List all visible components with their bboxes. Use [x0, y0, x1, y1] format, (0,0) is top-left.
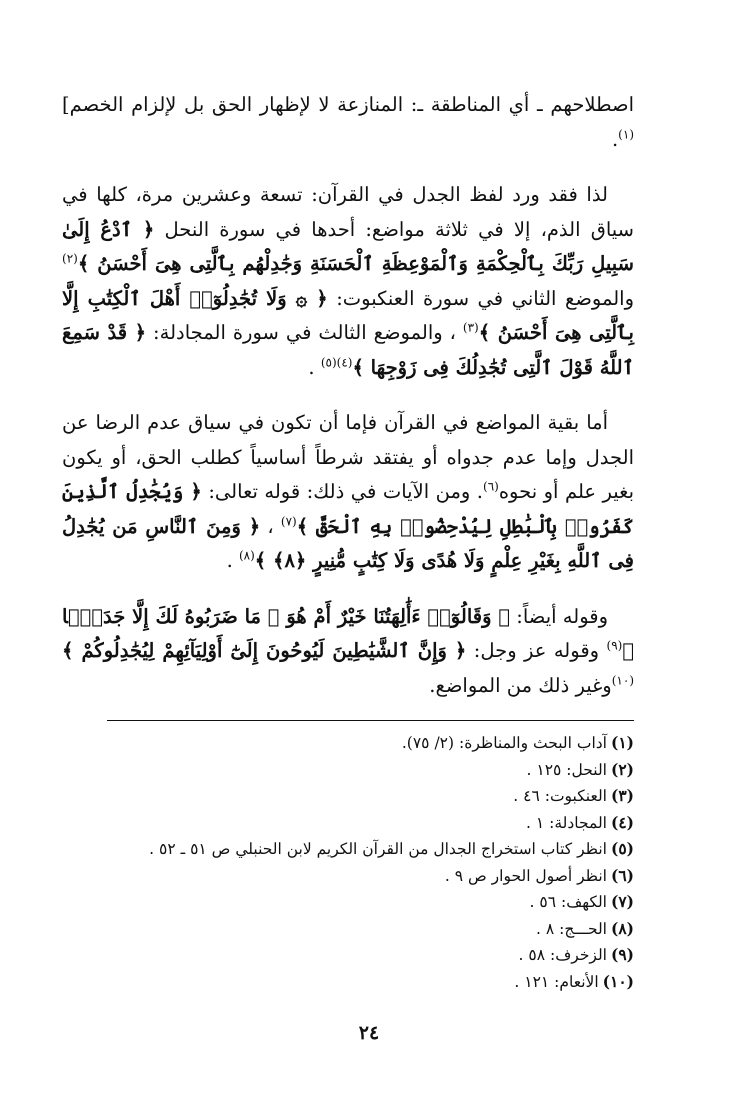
footnote-number: (٧) — [610, 892, 634, 911]
footnote-text: العنكبوت: ٤٦ . — [513, 787, 607, 805]
quran-verse: ﴿ وَمِنَ ٱلنَّاسِ مَن يُجَٰدِلُ فِى ٱللَّهِ بِغَيْرِ عِلْمٍ وَلَا هُدًى وَلَا كِتَٰبٍ مُّنِيرٍ ﴿٨﴾ ﴾ — [62, 514, 634, 572]
footnote-item — [74, 863, 634, 890]
footnote-item — [74, 889, 634, 916]
footnote-number: (٨) — [610, 918, 634, 938]
paragraph-3: أما بقية المواضع في القرآن فإما أن تكون في سياق عدم الرضا عن الجدل وإما عدم جدواه أو يفتقد شرطاً أساسياً كطلب الحق، أو يكون بغير علم أو نحوه$^{(٦)}$. ومن الآيات في ذلك: قوله تعالى: ﴿ وَيُجَٰدِلُ ٱلَّذِينَ كَفَرُوا۟ بِٱلْبَٰطِلِ لِيُدْحِضُوا۟ بِهِ ٱلْحَقَّ ﴾$^{(٧)}$ ، ﴿ وَمِنَ ٱلنَّاسِ مَن يُجَٰدِلُ فِى ٱللَّهِ بِغَيْرِ عِلْمٍ وَلَا هُدًى وَلَا كِتَٰبٍ مُّنِيرٍ ﴿٨﴾ ﴾$^{(٨)}$ . — [62, 411, 635, 572]
footnote-item — [74, 783, 634, 810]
footnote-number: (٩) — [610, 945, 634, 964]
quran-verse: ﴿ ۞ وَلَا تُجَٰدِلُوٓا۟ أَهْلَ ٱلْكِتَٰبِ إِلَّا بِٱلَّتِى هِىَ أَحْسَنُ ﴾ — [62, 286, 634, 344]
footnote-ref: (١) — [618, 127, 634, 141]
footnote-item — [74, 757, 634, 784]
footnote-ref: (١٠) — [611, 673, 634, 687]
footnote-number: (١) — [610, 733, 634, 752]
footnote-item — [74, 810, 634, 837]
quran-verse: ﴿ وَيُجَٰدِلُ ٱلَّذِينَ كَفَرُوا۟ بِٱلْبَٰطِلِ لِيُدْحِضُوا۟ بِهِ ٱلْحَقَّ ﴾ — [62, 480, 634, 538]
footnote-number: (٣) — [610, 786, 634, 805]
footnote-number: (٥) — [610, 839, 634, 858]
footnotes-list — [74, 730, 634, 995]
footnote-item — [74, 916, 634, 943]
quran-verse: ﴿ وَإِنَّ ٱلشَّيَٰطِينَ لَيُوحُونَ إِلَىٰٓ أَوْلِيَآئِهِمْ لِيُجَٰدِلُوكُمْ ﴾ — [62, 639, 467, 662]
paragraph-1: اصطلاحهم ـ أي المناطقة ـ: المنازعة لا لإظهار الحق بل لإلزام الخصم]$^{(١)}$. — [62, 93, 634, 151]
page-number: ٢٤ — [358, 1022, 380, 1044]
footnote-ref: (٧) — [280, 514, 297, 528]
main-text — [62, 88, 634, 724]
footnote-ref: (٤)(٥) — [320, 355, 353, 369]
footnote-number: (١٠) — [602, 971, 634, 991]
footnote-text: انظر أصول الحوار ص ٩ . — [444, 866, 607, 885]
footnote-item — [74, 969, 634, 996]
paragraph-2: لذا فقد ورد لفظ الجدل في القرآن: تسعة وعشرين مرة، كلها في سياق الذم، إلا في ثلاثة مواضع: أحدها في سورة النحل ﴿ ٱدْعُ إِلَىٰ سَبِيلِ رَبِّكَ بِٱلْحِكْمَةِ وَٱلْمَوْعِظَةِ ٱلْحَسَنَةِ وَجَٰدِلْهُم بِٱلَّتِى هِىَ أَحْسَنُ ﴾$^{(٢)}$ والموضع الثاني في سورة العنكبوت: ﴿ ۞ وَلَا تُجَٰدِلُوٓا۟ أَهْلَ ٱلْكِتَٰبِ إِلَّا بِٱلَّتِى هِىَ أَحْسَنُ ﴾$^{(٣)}$ ، والموضع الثالث في سورة المجادلة: ﴿ قَدْ سَمِعَ ٱللَّهُ قَوْلَ ٱلَّتِى تُجَٰدِلُكَ فِى زَوْجِهَا ﴾$^{(٤)(٥)}$ . — [62, 183, 635, 379]
footnote-item — [74, 836, 634, 863]
quran-verse: ﴿ وَقَالُوٓا۟ ءَأَٰلِهَتُنَا خَيْرٌ أَمْ هُوَ ۚ مَا ضَرَبُوهُ لَكَ إِلَّا جَدَلًۢا ﴾ — [62, 604, 635, 662]
footnote-number: (٤) — [610, 812, 634, 832]
footnote-item — [74, 942, 634, 969]
footnote-ref: (٩) — [606, 638, 623, 653]
footnote-text: المجادلة: ١ . — [525, 813, 607, 832]
footnote-text: الكهف: ٥٦ . — [529, 893, 607, 911]
footnote-text: النحل: ١٢٥ . — [526, 760, 607, 779]
footnote-number: (٦) — [610, 865, 634, 885]
paragraph-4: وقوله أيضاً: ﴿ وَقَالُوٓا۟ ءَأَٰلِهَتُنَا خَيْرٌ أَمْ هُوَ ۚ مَا ضَرَبُوهُ لَكَ إِلَّا جَدَلًۢا ﴾$^{(٩)}$ وقوله عز وجل: ﴿ وَإِنَّ ٱلشَّيَٰطِينَ لَيُوحُونَ إِلَىٰٓ أَوْلِيَآئِهِمْ لِيُجَٰدِلُوكُمْ ﴾$^{(١٠)}$وغير ذلك من المواضع. — [62, 604, 635, 697]
footnote-text: الزخرف: ٥٨ . — [518, 946, 607, 964]
footnote-ref: (٢) — [62, 251, 78, 266]
footnote-item — [74, 730, 634, 757]
footnote-text: الأنعام: ١٢١ . — [514, 972, 599, 991]
footnote-ref: (٦) — [483, 479, 499, 494]
footnote-ref: (٨) — [238, 548, 255, 563]
footnote-text: الحـــج: ٨ . — [535, 919, 607, 938]
footnote-text: انظر كتاب استخراج الجدال من القرآن الكريم لابن الحنبلي ص ٥١ ـ ٥٢ . — [149, 840, 607, 858]
footnote-ref: (٣) — [462, 320, 479, 335]
footnote-text: آداب البحث والمناظرة: (٢/ ٧٥). — [401, 734, 607, 752]
quran-verse: ﴿ ٱدْعُ إِلَىٰ سَبِيلِ رَبِّكَ بِٱلْحِكْمَةِ وَٱلْمَوْعِظَةِ ٱلْحَسَنَةِ وَجَٰدِلْهُم بِٱلَّتِى هِىَ أَحْسَنُ ﴾ — [62, 217, 634, 275]
footnote-separator — [107, 720, 634, 721]
footnote-number: (٢) — [610, 759, 634, 779]
quran-verse: ﴿ قَدْ سَمِعَ ٱللَّهُ قَوْلَ ٱلَّتِى تُجَٰدِلُكَ فِى زَوْجِهَا ﴾ — [62, 321, 634, 379]
